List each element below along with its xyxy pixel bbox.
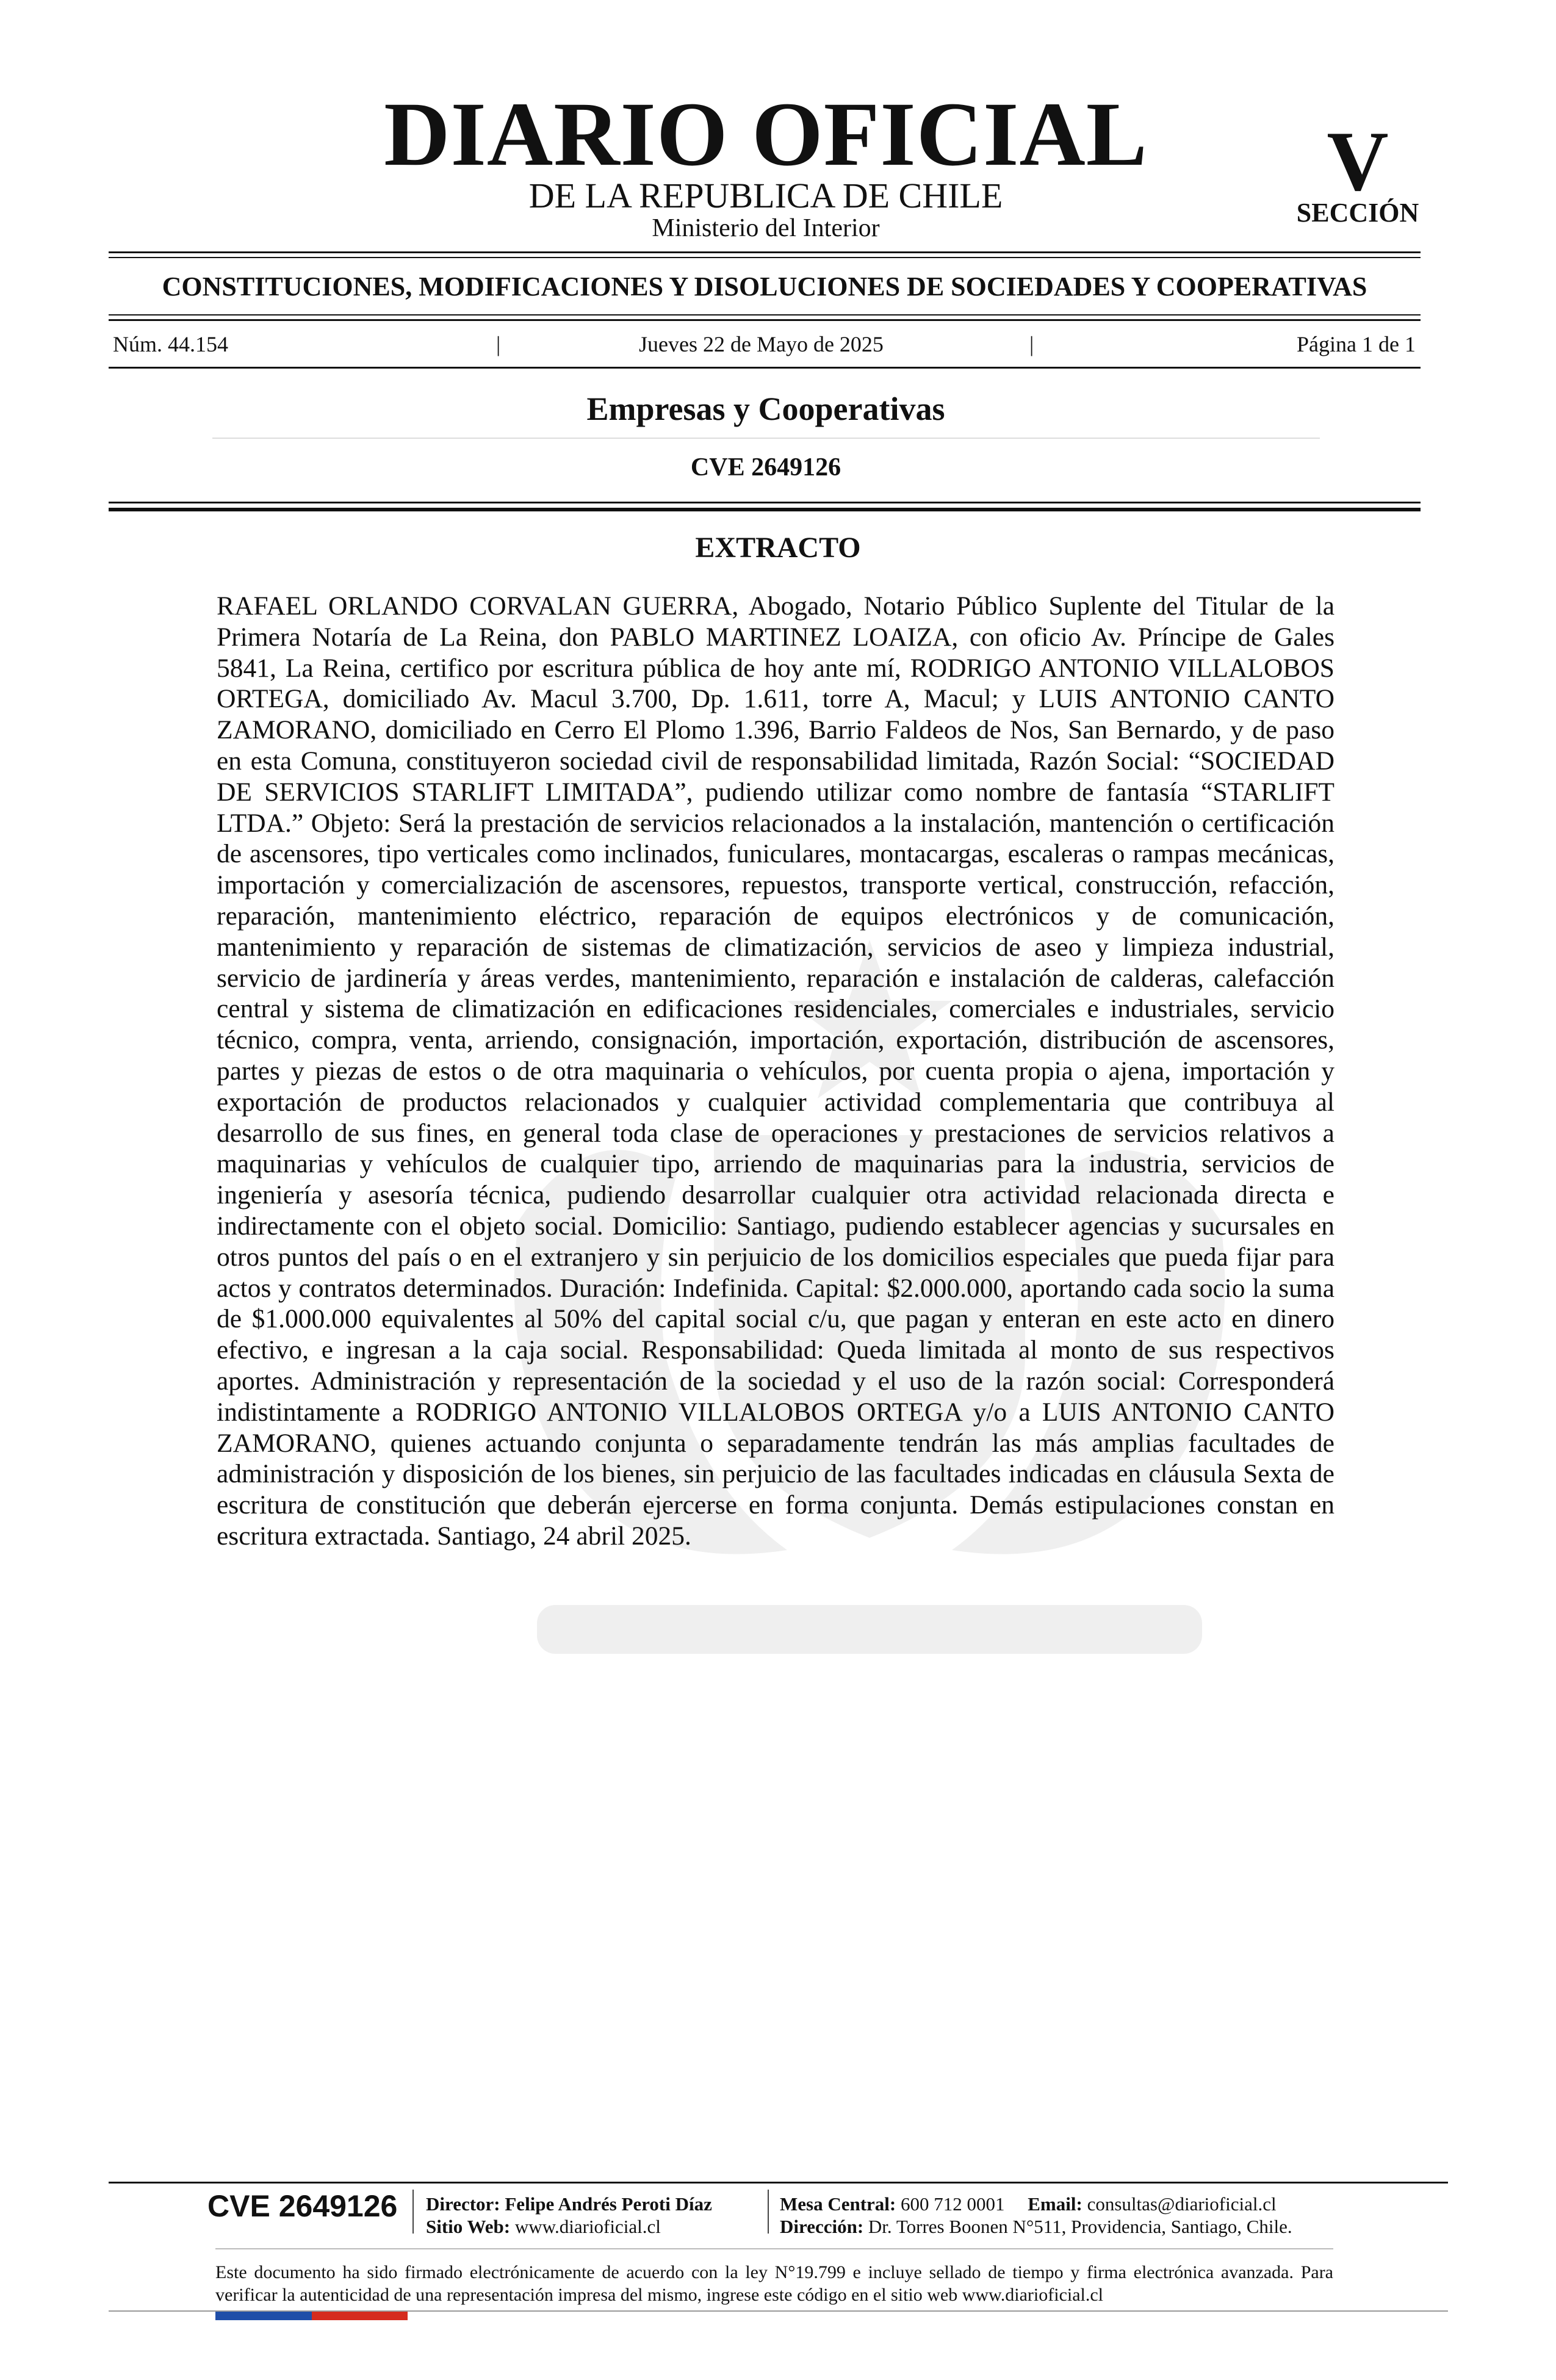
website-label: Sitio Web: — [426, 2216, 511, 2237]
footer-contact — [780, 2194, 1277, 2213]
footer-director — [426, 2194, 712, 2213]
footer-cve-code: CVE 2649126 — [207, 2189, 398, 2223]
email-label: Email: — [1028, 2193, 1082, 2215]
cve-heading: CVE 2649126 — [690, 453, 841, 481]
content-rule-top — [109, 502, 1421, 503]
document-title: EXTRACTO — [695, 532, 861, 564]
section-heading: Empresas y Cooperativas — [586, 391, 945, 427]
address-label: Dirección: — [780, 2216, 864, 2237]
email-link[interactable]: consultas@diarioficial.cl — [1087, 2193, 1277, 2215]
masthead-rule-top — [109, 251, 1421, 253]
footer-address — [780, 2217, 1292, 2236]
footer-legal-rule — [215, 2248, 1333, 2249]
document-body: RAFAEL ORLANDO CORVALAN GUERRA, Abogado, Notario Público Suplente del Titular de la Primera Notaría de La Reina, don PABLO MARTINEZ LOAIZA, con oficio Av. Príncipe de Gales 5841, La Reina, certifico por escritura pública de hoy ante mí, RODRIGO ANTONIO VILLALOBOS ORTEGA, domiciliado Av. Macul 3.700, Dp. 1.611, torre A, Macul; y LUIS ANTONIO CANTO ZAMORANO, domiciliado en Cerro El Plomo 1.396, Barrio Faldeos de Nos, San Bernardo, y de paso en esta Comuna, constituyeron sociedad civil de responsabilidad limitada, Razón Social: “SOCIEDAD DE SERVICIOS STARLIFT LIMITADA”, pudiendo utilizar como nombre de fantasía “STARLIFT LTDA.” Objeto: Será la prestación de servicios relacionados a la instalación, mantención o certificación de ascensores, tipo verticales como inclinados, funiculares, montacargas, escaleras o rampas mecánicas, importación y comercialización de ascensores, repuestos, transporte vertical, construcción, refacción, reparación, mantenimiento eléctrico, reparación de equipos electrónicos y de comunicación, mantenimiento y reparación de sistemas de climatización, servicios de aseo y limpieza industrial, servicio de jardinería y áreas verdes, mantenimiento, reparación e instalación de calderas, calefacción central y sistema de climatización en edificaciones residenciales, comerciales e industriales, servicio técnico, compra, venta, arriendo, consignación, importación, exportación, distribución de ascensores, partes y piezas de estos o de otra maquinaria o vehículos, por cuenta propia o ajena, importación y exportación de productos relacionados y cualquier actividad complementaria que contribuya al desarrollo de sus fines, en general toda clase de operaciones y prestaciones de servicios relativos a maquinarias y vehículos de cualquier tipo, arriendo de maquinarias para la industria, servicios de ingeniería y asesoría técnica, pudiendo desarrollar cualquier otra actividad relacionada directa e indirectamente con el objeto social. Domicilio: Santiago, pudiendo establecer agencias y sucursales en otros puntos del país o en el extranjero y sin perjuicio de los domicilios especiales que pueda fijar para actos y contratos determinados. Duración: Indefinida. Capital: $2.000.000, aportando cada socio la suma de $1.000.000 equivalentes al 50% del capital social c/u, que pagan y enteran en este acto en dinero efectivo, e ingresan a la caja social. Responsabilidad: Queda limitada al monto de sus respectivos aportes. Administración y representación de la sociedad y el uso de la razón social: Corresponderá indistintamente a RODRIGO ANTONIO VILLALOBOS ORTEGA y/o a LUIS ANTONIO CANTO ZAMORANO, quienes actuando conjunta o separadamente tendrán las más amplias facultades de administración y disposición de los bienes, sin perjuicio de las facultades indicadas en cláusula Sexta de escritura de constitución que deberán ejercerse en forma conjunta. Demás estipulaciones constan en escritura extractada. Santiago, 24 abril 2025. — [217, 591, 1334, 1551]
flag-stripe-blue — [215, 2312, 312, 2320]
footer-rule — [109, 2182, 1448, 2183]
footer-website — [426, 2217, 661, 2236]
issue-date: Jueves 22 de Mayo de 2025 — [639, 332, 884, 356]
content-rule-bottom — [109, 508, 1421, 511]
issue-page: Página 1 de 1 — [1297, 332, 1416, 356]
masthead-subtitle: DE LA REPUBLICA DE CHILE — [528, 176, 1003, 215]
issue-separator: | — [1029, 332, 1034, 356]
footer-divider — [768, 2190, 769, 2234]
flag-stripe-red — [312, 2312, 408, 2320]
director-name: Felipe Andrés Peroti Díaz — [505, 2193, 712, 2215]
section-heading-rule — [212, 438, 1320, 439]
website-link[interactable]: www.diarioficial.cl — [514, 2216, 661, 2237]
mesa-central-phone: 600 712 0001 — [901, 2193, 1005, 2215]
issue-separator: | — [496, 332, 501, 356]
category-rule-bottom — [109, 319, 1421, 321]
masthead-rule-bottom — [109, 257, 1421, 258]
mesa-central-label: Mesa Central: — [780, 2193, 896, 2215]
address-value: Dr. Torres Boonen N°511, Providencia, Santiago, Chile. — [868, 2216, 1292, 2237]
footer-divider — [412, 2190, 414, 2234]
masthead-title: DIARIO OFICIAL — [384, 84, 1148, 185]
masthead-ministry: Ministerio del Interior — [652, 214, 880, 242]
issue-rule — [109, 367, 1421, 369]
section-letter: V — [1327, 114, 1389, 209]
category-rule-top — [109, 314, 1421, 316]
director-label: Director: — [426, 2193, 500, 2215]
issue-number: Núm. 44.154 — [113, 332, 228, 356]
footer-legal-notice: Este documento ha sido firmado electrónicamente de acuerdo con la ley N°19.799 e incluye sellado de tiempo y firma electrónica avanzada. Para verificar la autenticidad de una representación impresa del mismo, ingrese este código en el sitio web www.diarioficial.cl — [215, 2262, 1333, 2305]
section-label: SECCIÓN — [1296, 198, 1419, 228]
category-heading: CONSTITUCIONES, MODIFICACIONES Y DISOLUCIONES DE SOCIEDADES Y COOPERATIVAS — [162, 272, 1367, 301]
